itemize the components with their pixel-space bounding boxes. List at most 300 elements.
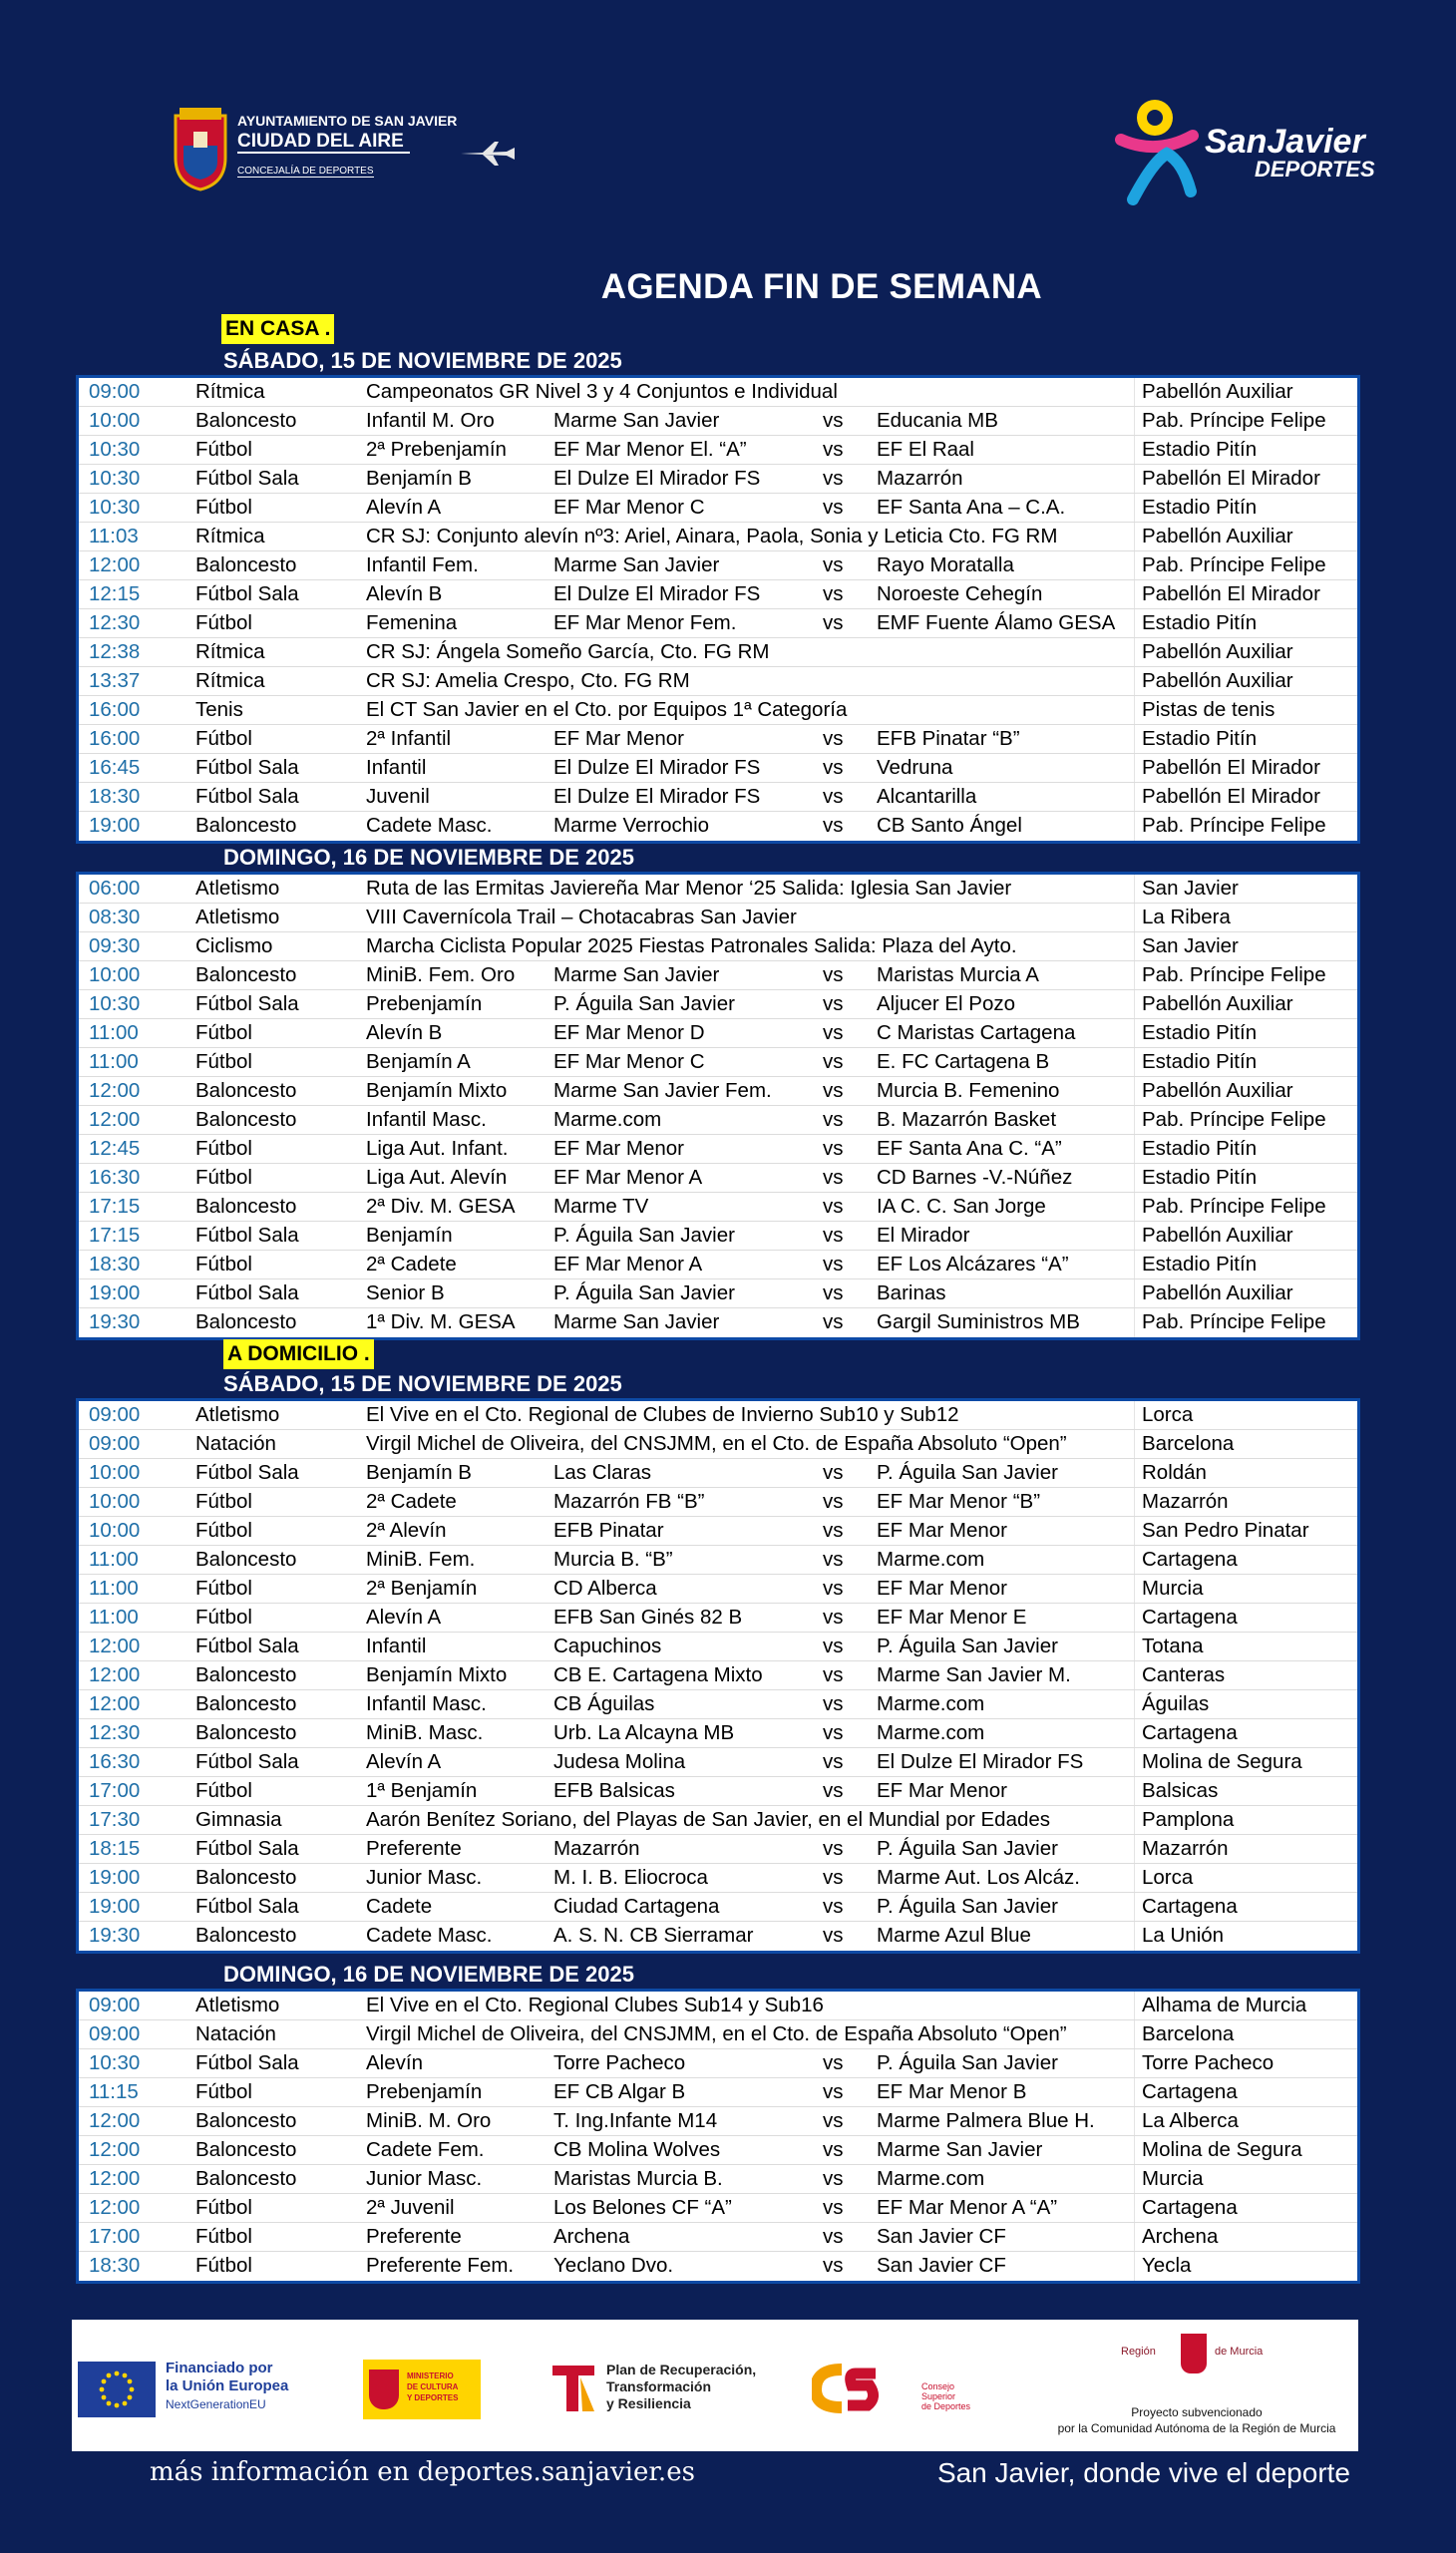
home-team: CB E. Cartagena Mixto — [553, 1663, 763, 1686]
event-description: El Vive en el Cto. Regional de Clubes de Invierno Sub10 y Sub12 — [366, 1403, 959, 1426]
event-venue: Yecla — [1142, 2254, 1192, 2277]
home-team: Marme San Javier — [553, 963, 720, 986]
away-team: Vedruna — [877, 756, 953, 779]
event-sport: Rítmica — [195, 525, 265, 547]
event-venue: San Javier — [1142, 877, 1239, 900]
away-saturday-table — [76, 1398, 1360, 1954]
event-venue: Balsicas — [1142, 1779, 1219, 1802]
event-category: Senior B — [366, 1281, 445, 1304]
event-category: Juvenil — [366, 785, 430, 808]
away-team: EF Mar Menor B — [877, 2080, 1027, 2103]
schedule-row — [79, 465, 1357, 494]
event-venue: Cartagena — [1142, 2080, 1238, 2103]
event-description: Marcha Ciclista Popular 2025 Fiestas Patronales Salida: Plaza del Ayto. — [366, 934, 1017, 957]
schedule-row — [79, 1251, 1357, 1279]
event-venue: Pabellón Auxiliar — [1142, 1281, 1293, 1304]
event-time: 09:30 — [89, 934, 141, 957]
versus-label: vs — [823, 2225, 844, 2248]
schedule-row — [79, 696, 1357, 725]
event-time: 10:30 — [89, 467, 141, 490]
home-team: EF Mar Menor A — [553, 1253, 703, 1276]
column-divider — [1134, 1604, 1135, 1632]
away-team: EF Mar Menor — [877, 1779, 1007, 1802]
event-venue: Archena — [1142, 2225, 1219, 2248]
event-category: 2ª Juvenil — [366, 2196, 455, 2219]
away-team: EF Mar Menor — [877, 1519, 1007, 1542]
versus-label: vs — [823, 1837, 844, 1860]
versus-label: vs — [823, 1224, 844, 1247]
event-venue: Estadio Pitín — [1142, 438, 1258, 461]
away-team: Barinas — [877, 1281, 946, 1304]
home-team: P. Águila San Javier — [553, 992, 735, 1015]
event-time: 19:00 — [89, 1281, 141, 1304]
event-description: El Vive en el Cto. Regional Clubes Sub14 y Sub16 — [366, 1994, 824, 2016]
council-name-1: AYUNTAMIENTO DE SAN JAVIER — [237, 113, 458, 129]
prtr-line3: y Resiliencia — [606, 2395, 691, 2411]
event-time: 09:00 — [89, 2022, 141, 2045]
event-time: 08:30 — [89, 906, 141, 928]
column-divider — [1134, 875, 1135, 903]
versus-label: vs — [823, 1779, 844, 1802]
schedule-row — [79, 1893, 1357, 1922]
event-sport: Fútbol — [195, 1137, 252, 1160]
event-venue: Lorca — [1142, 1403, 1194, 1426]
event-venue: Pab. Príncipe Felipe — [1142, 1310, 1326, 1333]
event-sport: Baloncesto — [195, 1692, 297, 1715]
event-category: Alevín — [366, 2051, 423, 2074]
column-divider — [1134, 1019, 1135, 1047]
event-category: Benjamín A — [366, 1050, 471, 1073]
column-divider — [1134, 378, 1135, 406]
home-team: EF Mar Menor C — [553, 496, 705, 519]
column-divider — [1134, 696, 1135, 724]
event-category: Infantil — [366, 1635, 427, 1657]
event-description: Aarón Benítez Soriano, del Playas de San Javier, en el Mundial por Edades — [366, 1808, 1051, 1831]
event-time: 12:00 — [89, 2167, 141, 2190]
event-category: Alevín B — [366, 1021, 443, 1044]
column-divider — [1134, 551, 1135, 579]
event-time: 16:30 — [89, 1166, 141, 1189]
event-category: 2ª Benjamín — [366, 1577, 478, 1600]
event-time: 09:00 — [89, 1432, 141, 1455]
home-team: EFB Pinatar — [553, 1519, 664, 1542]
event-sport: Baloncesto — [195, 1924, 297, 1947]
versus-label: vs — [823, 1635, 844, 1657]
versus-label: vs — [823, 2138, 844, 2161]
event-category: Benjamín B — [366, 467, 472, 490]
event-venue: Cartagena — [1142, 1606, 1238, 1629]
versus-label: vs — [823, 1663, 844, 1686]
schedule-row — [79, 1575, 1357, 1604]
schedule-row — [79, 1864, 1357, 1893]
column-divider — [1134, 609, 1135, 637]
event-time: 17:15 — [89, 1224, 141, 1247]
versus-label: vs — [823, 814, 844, 837]
home-team: EFB Balsicas — [553, 1779, 675, 1802]
murcia-right: de Murcia — [1215, 2346, 1264, 2358]
column-divider — [1134, 465, 1135, 493]
column-divider — [1134, 1077, 1135, 1105]
versus-label: vs — [823, 2196, 844, 2219]
brand-logo — [1107, 96, 1416, 207]
event-sport: Fútbol — [195, 1050, 252, 1073]
event-category: Liga Aut. Alevín — [366, 1166, 508, 1189]
event-description: CR SJ: Ángela Someño García, Cto. FG RM — [366, 640, 770, 663]
away-team: EF Mar Menor “B” — [877, 1490, 1041, 1513]
away-team: Gargil Suministros MB — [877, 1310, 1080, 1333]
event-sport: Baloncesto — [195, 1721, 297, 1744]
away-team: Rayo Moratalla — [877, 553, 1014, 576]
column-divider — [1134, 1633, 1135, 1660]
versus-label: vs — [823, 1606, 844, 1629]
home-team: EF Mar Menor C — [553, 1050, 705, 1073]
event-time: 19:00 — [89, 1866, 141, 1889]
home-team: CB Águilas — [553, 1692, 655, 1715]
event-venue: Pab. Príncipe Felipe — [1142, 409, 1326, 432]
versus-label: vs — [823, 582, 844, 605]
away-team: P. Águila San Javier — [877, 1461, 1058, 1484]
versus-label: vs — [823, 1079, 844, 1102]
column-divider — [1134, 1106, 1135, 1134]
column-divider — [1134, 1835, 1135, 1863]
csd-line3: de Deportes — [921, 2401, 971, 2411]
home-team: Marme TV — [553, 1195, 649, 1218]
versus-label: vs — [823, 611, 844, 634]
versus-label: vs — [823, 963, 844, 986]
event-venue: Pab. Príncipe Felipe — [1142, 553, 1326, 576]
column-divider — [1134, 407, 1135, 435]
home-team: EF Mar Menor D — [553, 1021, 705, 1044]
home-team: T. Ing.Infante M14 — [553, 2109, 718, 2132]
brand-sub: DEPORTES — [1255, 157, 1375, 182]
event-time: 12:00 — [89, 2138, 141, 2161]
event-time: 10:00 — [89, 1490, 141, 1513]
event-time: 18:15 — [89, 1837, 141, 1860]
event-venue: Pabellón Auxiliar — [1142, 380, 1293, 403]
column-divider — [1134, 1777, 1135, 1805]
away-team: EF Santa Ana – C.A. — [877, 496, 1066, 519]
event-sport: Baloncesto — [195, 1108, 297, 1131]
event-venue: Pistas de tenis — [1142, 698, 1275, 721]
schedule-row — [79, 1135, 1357, 1164]
prtr-line2: Transformación — [606, 2378, 712, 2394]
column-divider — [1134, 2136, 1135, 2164]
away-team: San Javier CF — [877, 2254, 1006, 2277]
event-time: 18:30 — [89, 2254, 141, 2277]
event-category: Benjamín B — [366, 1461, 472, 1484]
event-sport: Fútbol — [195, 1519, 252, 1542]
event-time: 09:00 — [89, 1994, 141, 2016]
versus-label: vs — [823, 1721, 844, 1744]
event-venue: Cartagena — [1142, 1548, 1238, 1571]
schedule-row — [79, 1430, 1357, 1459]
event-venue: Murcia — [1142, 1577, 1204, 1600]
event-venue: Estadio Pitín — [1142, 1021, 1258, 1044]
home-team: CD Alberca — [553, 1577, 657, 1600]
home-team: El Dulze El Mirador FS — [553, 467, 761, 490]
event-time: 11:00 — [89, 1577, 139, 1600]
event-category: Infantil Masc. — [366, 1108, 487, 1131]
event-sport: Rítmica — [195, 669, 265, 692]
away-team: EMF Fuente Álamo GESA — [877, 611, 1116, 634]
event-sport: Baloncesto — [195, 2167, 297, 2190]
schedule-row — [79, 1719, 1357, 1748]
event-venue: Pamplona — [1142, 1808, 1235, 1831]
column-divider — [1134, 436, 1135, 464]
home-team: Mazarrón FB “B” — [553, 1490, 705, 1513]
event-time: 10:30 — [89, 2051, 141, 2074]
event-venue: La Unión — [1142, 1924, 1225, 1947]
schedule-row — [79, 1777, 1357, 1806]
home-team: Los Belones CF “A” — [553, 2196, 732, 2219]
event-description: CR SJ: Amelia Crespo, Cto. FG RM — [366, 669, 690, 692]
away-saturday-title: SÁBADO, 15 DE NOVIEMBRE DE 2025 — [223, 1371, 622, 1396]
event-venue: Alhama de Murcia — [1142, 1994, 1307, 2016]
away-team: EFB Pinatar “B” — [877, 727, 1020, 750]
versus-label: vs — [823, 1195, 844, 1218]
council-name-2: CIUDAD DEL AIRE — [237, 132, 410, 154]
versus-label: vs — [823, 1866, 844, 1889]
event-time: 06:00 — [89, 877, 141, 900]
event-sport: Baloncesto — [195, 2138, 297, 2161]
home-team: Marme Verrochio — [553, 814, 710, 837]
away-team: P. Águila San Javier — [877, 1895, 1058, 1918]
column-divider — [1134, 494, 1135, 522]
event-venue: Estadio Pitín — [1142, 611, 1258, 634]
away-team: Marme Palmera Blue H. — [877, 2109, 1095, 2132]
away-team: B. Mazarrón Basket — [877, 1108, 1057, 1131]
event-time: 09:00 — [89, 380, 141, 403]
event-time: 11:00 — [89, 1021, 139, 1044]
event-sport: Fútbol — [195, 1490, 252, 1513]
event-sport: Fútbol Sala — [195, 1895, 299, 1918]
event-venue: Pab. Príncipe Felipe — [1142, 1108, 1326, 1131]
column-divider — [1134, 2194, 1135, 2222]
event-sport: Fútbol Sala — [195, 785, 299, 808]
event-time: 18:30 — [89, 1253, 141, 1276]
versus-label: vs — [823, 1137, 844, 1160]
schedule-row — [79, 378, 1357, 407]
event-time: 10:30 — [89, 438, 141, 461]
event-sport: Baloncesto — [195, 409, 297, 432]
home-team: Torre Pacheco — [553, 2051, 686, 2074]
event-time: 12:15 — [89, 582, 141, 605]
column-divider — [1134, 1864, 1135, 1892]
away-team: E. FC Cartagena B — [877, 1050, 1050, 1073]
schedule-row — [79, 667, 1357, 696]
event-venue: Pabellón El Mirador — [1142, 467, 1320, 490]
home-team: EF Mar Menor El. “A” — [553, 438, 747, 461]
home-section-tag: EN CASA . — [221, 314, 334, 344]
schedule-row — [79, 904, 1357, 932]
column-divider — [1134, 1193, 1135, 1221]
event-venue: Roldán — [1142, 1461, 1207, 1484]
home-team: EFB San Ginés 82 B — [553, 1606, 743, 1629]
event-time: 18:30 — [89, 785, 141, 808]
event-time: 12:00 — [89, 1692, 141, 1715]
schedule-row — [79, 1279, 1357, 1308]
eu-flag-icon — [78, 2362, 156, 2417]
column-divider — [1134, 1430, 1135, 1458]
event-time: 19:30 — [89, 1310, 141, 1333]
event-category: MiniB. Fem. Oro — [366, 963, 516, 986]
schedule-row — [79, 1193, 1357, 1222]
schedule-row — [79, 754, 1357, 783]
event-venue: Molina de Segura — [1142, 1750, 1302, 1773]
schedule-row — [79, 990, 1357, 1019]
event-time: 17:00 — [89, 1779, 141, 1802]
event-sport: Fútbol — [195, 2196, 252, 2219]
column-divider — [1134, 2165, 1135, 2193]
event-time: 12:00 — [89, 2196, 141, 2219]
away-team: EF Santa Ana C. “A” — [877, 1137, 1062, 1160]
schedule-row — [79, 638, 1357, 667]
event-time: 12:30 — [89, 611, 141, 634]
event-time: 11:00 — [89, 1548, 139, 1571]
event-category: Cadete Fem. — [366, 2138, 485, 2161]
away-team: CB Santo Ángel — [877, 814, 1022, 837]
column-divider — [1134, 1748, 1135, 1776]
event-time: 10:00 — [89, 963, 141, 986]
schedule-row — [79, 1459, 1357, 1488]
footer-slogan: San Javier, donde vive el deporte — [936, 2457, 1350, 2488]
event-time: 12:45 — [89, 1137, 141, 1160]
schedule-row — [79, 609, 1357, 638]
away-team: Marme San Javier — [877, 2138, 1043, 2161]
column-divider — [1134, 961, 1135, 989]
schedule-row — [79, 1106, 1357, 1135]
column-divider — [1134, 1251, 1135, 1278]
away-team: Noroeste Cehegín — [877, 582, 1043, 605]
versus-label: vs — [823, 992, 844, 1015]
event-category: Femenina — [366, 611, 458, 634]
event-time: 11:00 — [89, 1606, 139, 1629]
event-sport: Fútbol Sala — [195, 1635, 299, 1657]
event-time: 09:00 — [89, 1403, 141, 1426]
event-sport: Fútbol — [195, 2254, 252, 2277]
schedule-row — [79, 783, 1357, 812]
column-divider — [1134, 2020, 1135, 2048]
eu-line2: la Unión Europea — [166, 2377, 289, 2394]
home-team: Capuchinos — [553, 1635, 662, 1657]
schedule-row — [79, 580, 1357, 609]
home-team: EF CB Algar B — [553, 2080, 686, 2103]
away-team: EF El Raal — [877, 438, 974, 461]
schedule-row — [79, 494, 1357, 523]
event-venue: Murcia — [1142, 2167, 1204, 2190]
schedule-row — [79, 1633, 1357, 1661]
event-sport: Fútbol — [195, 1166, 252, 1189]
event-time: 16:45 — [89, 756, 141, 779]
spain-shield-icon — [369, 2370, 399, 2409]
event-venue: La Alberca — [1142, 2109, 1239, 2132]
event-category: Prebenjamín — [366, 2080, 483, 2103]
home-team: P. Águila San Javier — [553, 1224, 735, 1247]
away-team: Educania MB — [877, 409, 998, 432]
home-team: A. S. N. CB Sierramar — [553, 1924, 754, 1947]
event-sport: Fútbol — [195, 496, 252, 519]
schedule-row — [79, 932, 1357, 961]
column-divider — [1134, 2252, 1135, 2281]
event-venue: Pabellón El Mirador — [1142, 785, 1320, 808]
away-team: EF Mar Menor E — [877, 1606, 1027, 1629]
event-time: 17:30 — [89, 1808, 141, 1831]
event-venue: Pab. Príncipe Felipe — [1142, 963, 1326, 986]
event-sport: Natación — [195, 1432, 276, 1455]
away-team: Marme.com — [877, 2167, 985, 2190]
event-time: 10:30 — [89, 496, 141, 519]
event-category: 2ª Infantil — [366, 727, 452, 750]
event-venue: Pabellón Auxiliar — [1142, 669, 1293, 692]
column-divider — [1134, 1575, 1135, 1603]
column-divider — [1134, 932, 1135, 960]
event-sport: Baloncesto — [195, 1079, 297, 1102]
home-saturday-title: SÁBADO, 15 DE NOVIEMBRE DE 2025 — [223, 348, 622, 373]
schedule-row — [79, 2136, 1357, 2165]
event-venue: Estadio Pitín — [1142, 1137, 1258, 1160]
away-team: El Mirador — [877, 1224, 970, 1247]
home-team: Archena — [553, 2225, 630, 2248]
ministry-line3: Y DEPORTES — [407, 2393, 459, 2402]
event-category: MiniB. M. Oro — [366, 2109, 492, 2132]
home-team: El Dulze El Mirador FS — [553, 582, 761, 605]
column-divider — [1134, 1992, 1135, 2019]
schedule-row — [79, 1748, 1357, 1777]
event-category: Junior Masc. — [366, 1866, 483, 1889]
versus-label: vs — [823, 467, 844, 490]
column-divider — [1134, 2049, 1135, 2077]
event-venue: Águilas — [1142, 1692, 1210, 1715]
schedule-row — [79, 725, 1357, 754]
versus-label: vs — [823, 1166, 844, 1189]
event-sport: Fútbol — [195, 727, 252, 750]
away-team: Marme.com — [877, 1548, 985, 1571]
event-venue: Barcelona — [1142, 1432, 1235, 1455]
column-divider — [1134, 580, 1135, 608]
event-sport: Natación — [195, 2022, 276, 2045]
footer-info-link[interactable]: más información en deportes.sanjavier.es — [150, 2457, 695, 2487]
schedule-row — [79, 875, 1357, 904]
event-sport: Fútbol — [195, 611, 252, 634]
versus-label: vs — [823, 1750, 844, 1773]
column-divider — [1134, 990, 1135, 1018]
column-divider — [1134, 1719, 1135, 1747]
column-divider — [1134, 2223, 1135, 2251]
schedule-row — [79, 1222, 1357, 1251]
council-name-3: CONCEJALÍA DE DEPORTES — [237, 166, 374, 177]
versus-label: vs — [823, 1281, 844, 1304]
murcia-note-1: Proyecto subvencionado — [1131, 2405, 1263, 2419]
event-sport: Fútbol — [195, 2080, 252, 2103]
event-venue: Torre Pacheco — [1142, 2051, 1274, 2074]
versus-label: vs — [823, 1050, 844, 1073]
event-venue: Lorca — [1142, 1866, 1194, 1889]
event-venue: Barcelona — [1142, 2022, 1235, 2045]
event-sport: Fútbol Sala — [195, 1837, 299, 1860]
event-sport: Baloncesto — [195, 553, 297, 576]
event-time: 17:15 — [89, 1195, 141, 1218]
event-time: 12:30 — [89, 1721, 141, 1744]
event-time: 16:30 — [89, 1750, 141, 1773]
event-sport: Baloncesto — [195, 1866, 297, 1889]
home-team: Maristas Murcia B. — [553, 2167, 723, 2190]
event-sport: Atletismo — [195, 877, 280, 900]
event-venue: Pabellón Auxiliar — [1142, 1224, 1293, 1247]
event-time: 12:00 — [89, 1079, 141, 1102]
event-time: 19:00 — [89, 814, 141, 837]
home-team: El Dulze El Mirador FS — [553, 756, 761, 779]
event-category: Cadete Masc. — [366, 1924, 493, 1947]
